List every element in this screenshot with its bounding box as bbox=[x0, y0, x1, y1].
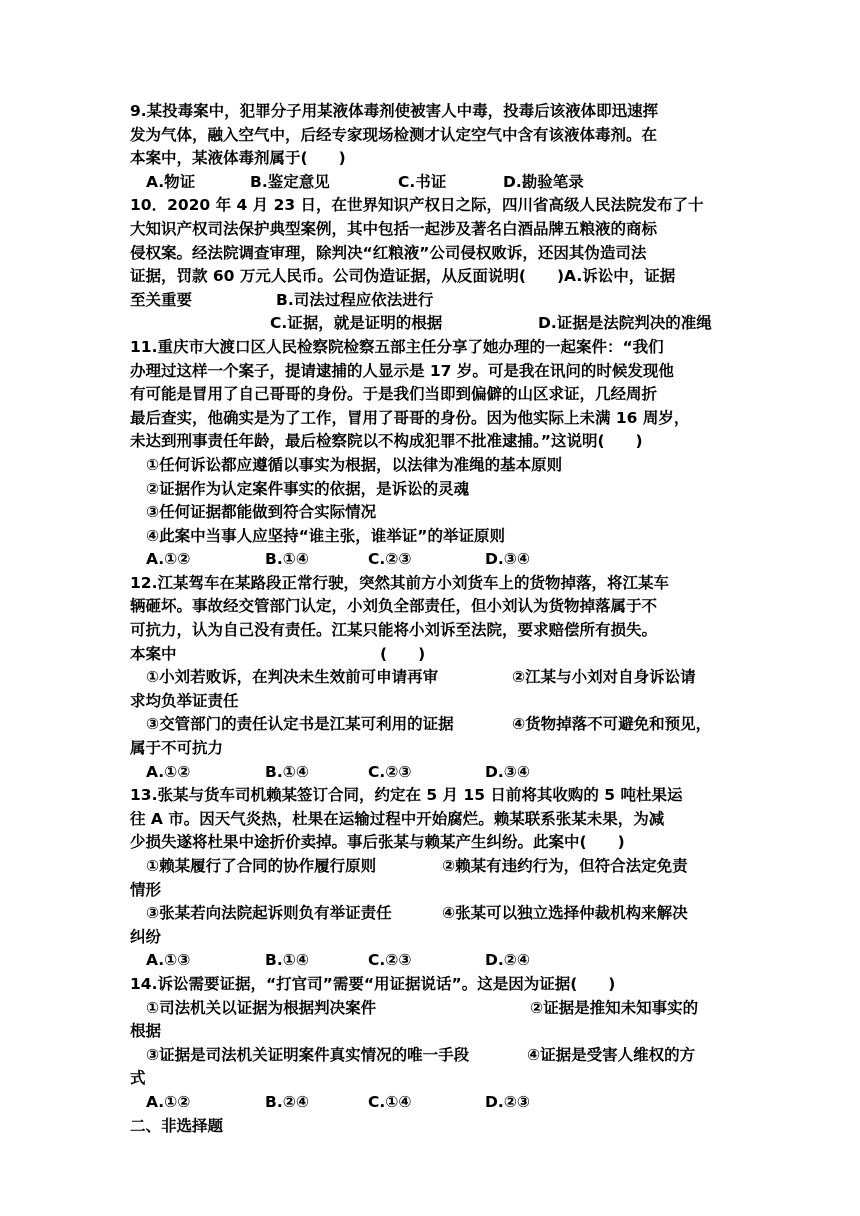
q11-option-d: D.③④ bbox=[485, 550, 531, 569]
q12-options bbox=[130, 761, 730, 785]
q10-option-c: C.证据，就是证明的根据 bbox=[270, 314, 443, 333]
q12-item-4: ④货物掉落不可避免和预见， bbox=[512, 715, 712, 734]
q9-line: 本案中，某液体毒剂属于( ) bbox=[130, 149, 346, 168]
q11-options bbox=[130, 548, 730, 572]
q13-item-2-tail: 情形 bbox=[130, 880, 162, 899]
exam-page bbox=[130, 100, 730, 1138]
q10-line: 大知识产权司法保护典型案例，其中包括一起涉及著名白酒品牌五粮液的商标 bbox=[130, 219, 658, 238]
q10-option-d: D.证据是法院判决的准绳 bbox=[538, 314, 712, 333]
q9-option-c: C.书证 bbox=[398, 172, 447, 191]
q13-item-1: ①赖某履行了合同的协作履行原则 bbox=[146, 857, 377, 875]
q11-option-c: C.②③ bbox=[368, 550, 412, 569]
q14-item-3: ③证据是司法机关证明案件真实情况的唯一手段 bbox=[146, 1045, 470, 1064]
q14-option-a: A.①② bbox=[146, 1092, 191, 1111]
q11-line: 未达到刑事责任年龄，最后检察院以不构成犯罪不批准逮捕。”这说明( ) bbox=[130, 432, 643, 451]
q13-option-d: D.②④ bbox=[485, 951, 531, 970]
q10-options-cd bbox=[130, 312, 730, 336]
q13-line: 少损失遂将杜果中途折价卖掉。事后张某与赖某产生纠纷。此案中( ) bbox=[130, 833, 625, 852]
q12-option-a: A.①② bbox=[146, 762, 191, 781]
q9-line: 发为气体，融入空气中，后经专家现场检测才认定空气中含有该液体毒剂。在 bbox=[130, 125, 658, 144]
q13-option-a: A.①③ bbox=[146, 951, 191, 970]
q13-options bbox=[130, 949, 730, 973]
q14-option-b: B.②④ bbox=[265, 1092, 309, 1111]
q9-options bbox=[130, 171, 730, 195]
q12-items-12 bbox=[130, 666, 730, 690]
q9-option-d: D.勘验笔录 bbox=[503, 172, 584, 191]
q10-option-b: B.司法过程应依法进行 bbox=[276, 290, 434, 309]
q11-line: 有可能是冒用了自己哥哥的身份。于是我们当即到偏僻的山区求证，几经周折 bbox=[130, 385, 658, 404]
q9-line: 9.某投毒案中，犯罪分子用某液体毒剂使被害人中毒，投毒后该液体即迅速挥 bbox=[130, 102, 659, 120]
q12-line: 12.江某驾车在某路段正常行驶，突然其前方小刘货车上的货物掉落，将江某车 bbox=[130, 573, 669, 592]
q14-option-d: D.②③ bbox=[485, 1092, 531, 1111]
q12-stem-paren: ( ) bbox=[380, 644, 426, 663]
q14-item-1: ①司法机关以证据为根据判决案件 bbox=[146, 998, 377, 1017]
q11-line: 11.重庆市大渡口区人民检察院检察五部主任分享了她办理的一起案件：“我们 bbox=[130, 337, 664, 356]
q11-item: ①任何诉讼都应遵循以事实为根据，以法律为准绳的基本原则 bbox=[146, 455, 563, 474]
q9-option-a: A.物证 bbox=[146, 172, 196, 191]
q10-line: 10．2020 年 4 月 23 日，在世界知识产权日之际，四川省高级人民法院发布了十 bbox=[130, 196, 704, 215]
q13-items-12 bbox=[130, 855, 730, 879]
q13-item-4-tail: 纠纷 bbox=[130, 927, 162, 946]
q14-item-4-tail: 式 bbox=[130, 1069, 146, 1088]
q13-option-c: C.②③ bbox=[368, 951, 412, 970]
q13-item-2: ②赖某有违约行为，但符合法定免责 bbox=[442, 857, 688, 875]
q11-item: ④此案中当事人应坚持“谁主张，谁举证”的举证原则 bbox=[146, 526, 505, 545]
q13-item-3: ③张某若向法院起诉则负有举证责任 bbox=[146, 904, 392, 923]
q14-items-12 bbox=[130, 997, 730, 1021]
q14-stem: 14.诉讼需要证据，“打官司”需要“用证据说话”。这是因为证据( ) bbox=[130, 974, 616, 993]
q12-line: 可抗力，认为自己没有责任。江某只能将小刘诉至法院，要求赔偿所有损失。 bbox=[130, 621, 658, 640]
section-heading: 二、非选择题 bbox=[130, 1116, 224, 1135]
q14-item-2: ②证据是推知未知事实的 bbox=[530, 998, 699, 1017]
q14-item-2-tail: 根据 bbox=[130, 1022, 162, 1041]
q14-options bbox=[130, 1091, 730, 1115]
q12-items-34 bbox=[130, 713, 730, 737]
q12-item-4-tail: 属于不可抗力 bbox=[130, 739, 224, 758]
q10-line: 证据，罚款 60 万元人民币。公司伪造证据，从反面说明( )A.诉讼中，证据 bbox=[130, 267, 676, 286]
q12-item-1: ①小刘若败诉，在判决未生效前可申请再审 bbox=[146, 668, 439, 687]
q12-stem bbox=[130, 643, 730, 667]
q12-line: 辆砸坏。事故经交管部门认定，小刘负全部责任，但小刘认为货物掉落属于不 bbox=[130, 597, 658, 616]
q11-item: ③任何证据都能做到符合实际情况 bbox=[146, 503, 377, 522]
q13-line: 往 A 市。因天气炎热，杜果在运输过程中开始腐烂。赖某联系张某未果，为减 bbox=[130, 809, 665, 828]
q12-item-2: ②江某与小刘对自身诉讼请 bbox=[512, 668, 696, 687]
q14-option-c: C.①④ bbox=[368, 1092, 412, 1111]
q12-option-b: B.①④ bbox=[265, 762, 309, 781]
q13-option-b: B.①④ bbox=[265, 951, 309, 970]
q10-options-ab bbox=[130, 289, 730, 313]
q11-item: ②证据作为认定案件事实的依据，是诉讼的灵魂 bbox=[146, 479, 470, 498]
q14-item-4: ④证据是受害人维权的方 bbox=[527, 1045, 696, 1064]
q11-line: 最后查实，他确实是为了工作，冒用了哥哥的身份。因为他实际上未满 16 周岁， bbox=[130, 408, 690, 427]
q10-option-a-tail: 至关重要 bbox=[130, 290, 193, 309]
q12-option-d: D.③④ bbox=[485, 762, 531, 781]
q13-items-34 bbox=[130, 902, 730, 926]
q11-option-b: B.①④ bbox=[265, 550, 309, 569]
q12-item-3: ③交管部门的责任认定书是江某可利用的证据 bbox=[146, 715, 454, 734]
q11-line: 办理过这样一个案子，提请逮捕的人显示是 17 岁。可是我在讯问的时候发现他 bbox=[130, 361, 674, 380]
q12-item-2-tail: 求均负举证责任 bbox=[130, 691, 239, 710]
q12-option-c: C.②③ bbox=[368, 762, 412, 781]
q9-option-b: B.鉴定意见 bbox=[250, 172, 330, 191]
q13-line: 13.张某与货车司机赖某签订合同，约定在 5 月 15 日前将其收购的 5 吨杜果运 bbox=[130, 786, 683, 805]
q12-stem-head: 本案中 bbox=[130, 644, 177, 663]
q10-line: 侵权案。经法院调查审理，除判决“红粮液”公司侵权败诉，还因其伪造司法 bbox=[130, 243, 647, 262]
q11-option-a: A.①② bbox=[146, 550, 191, 569]
q13-item-4: ④张某可以独立选择仲裁机构来解决 bbox=[442, 904, 688, 923]
q14-items-34 bbox=[130, 1044, 730, 1068]
